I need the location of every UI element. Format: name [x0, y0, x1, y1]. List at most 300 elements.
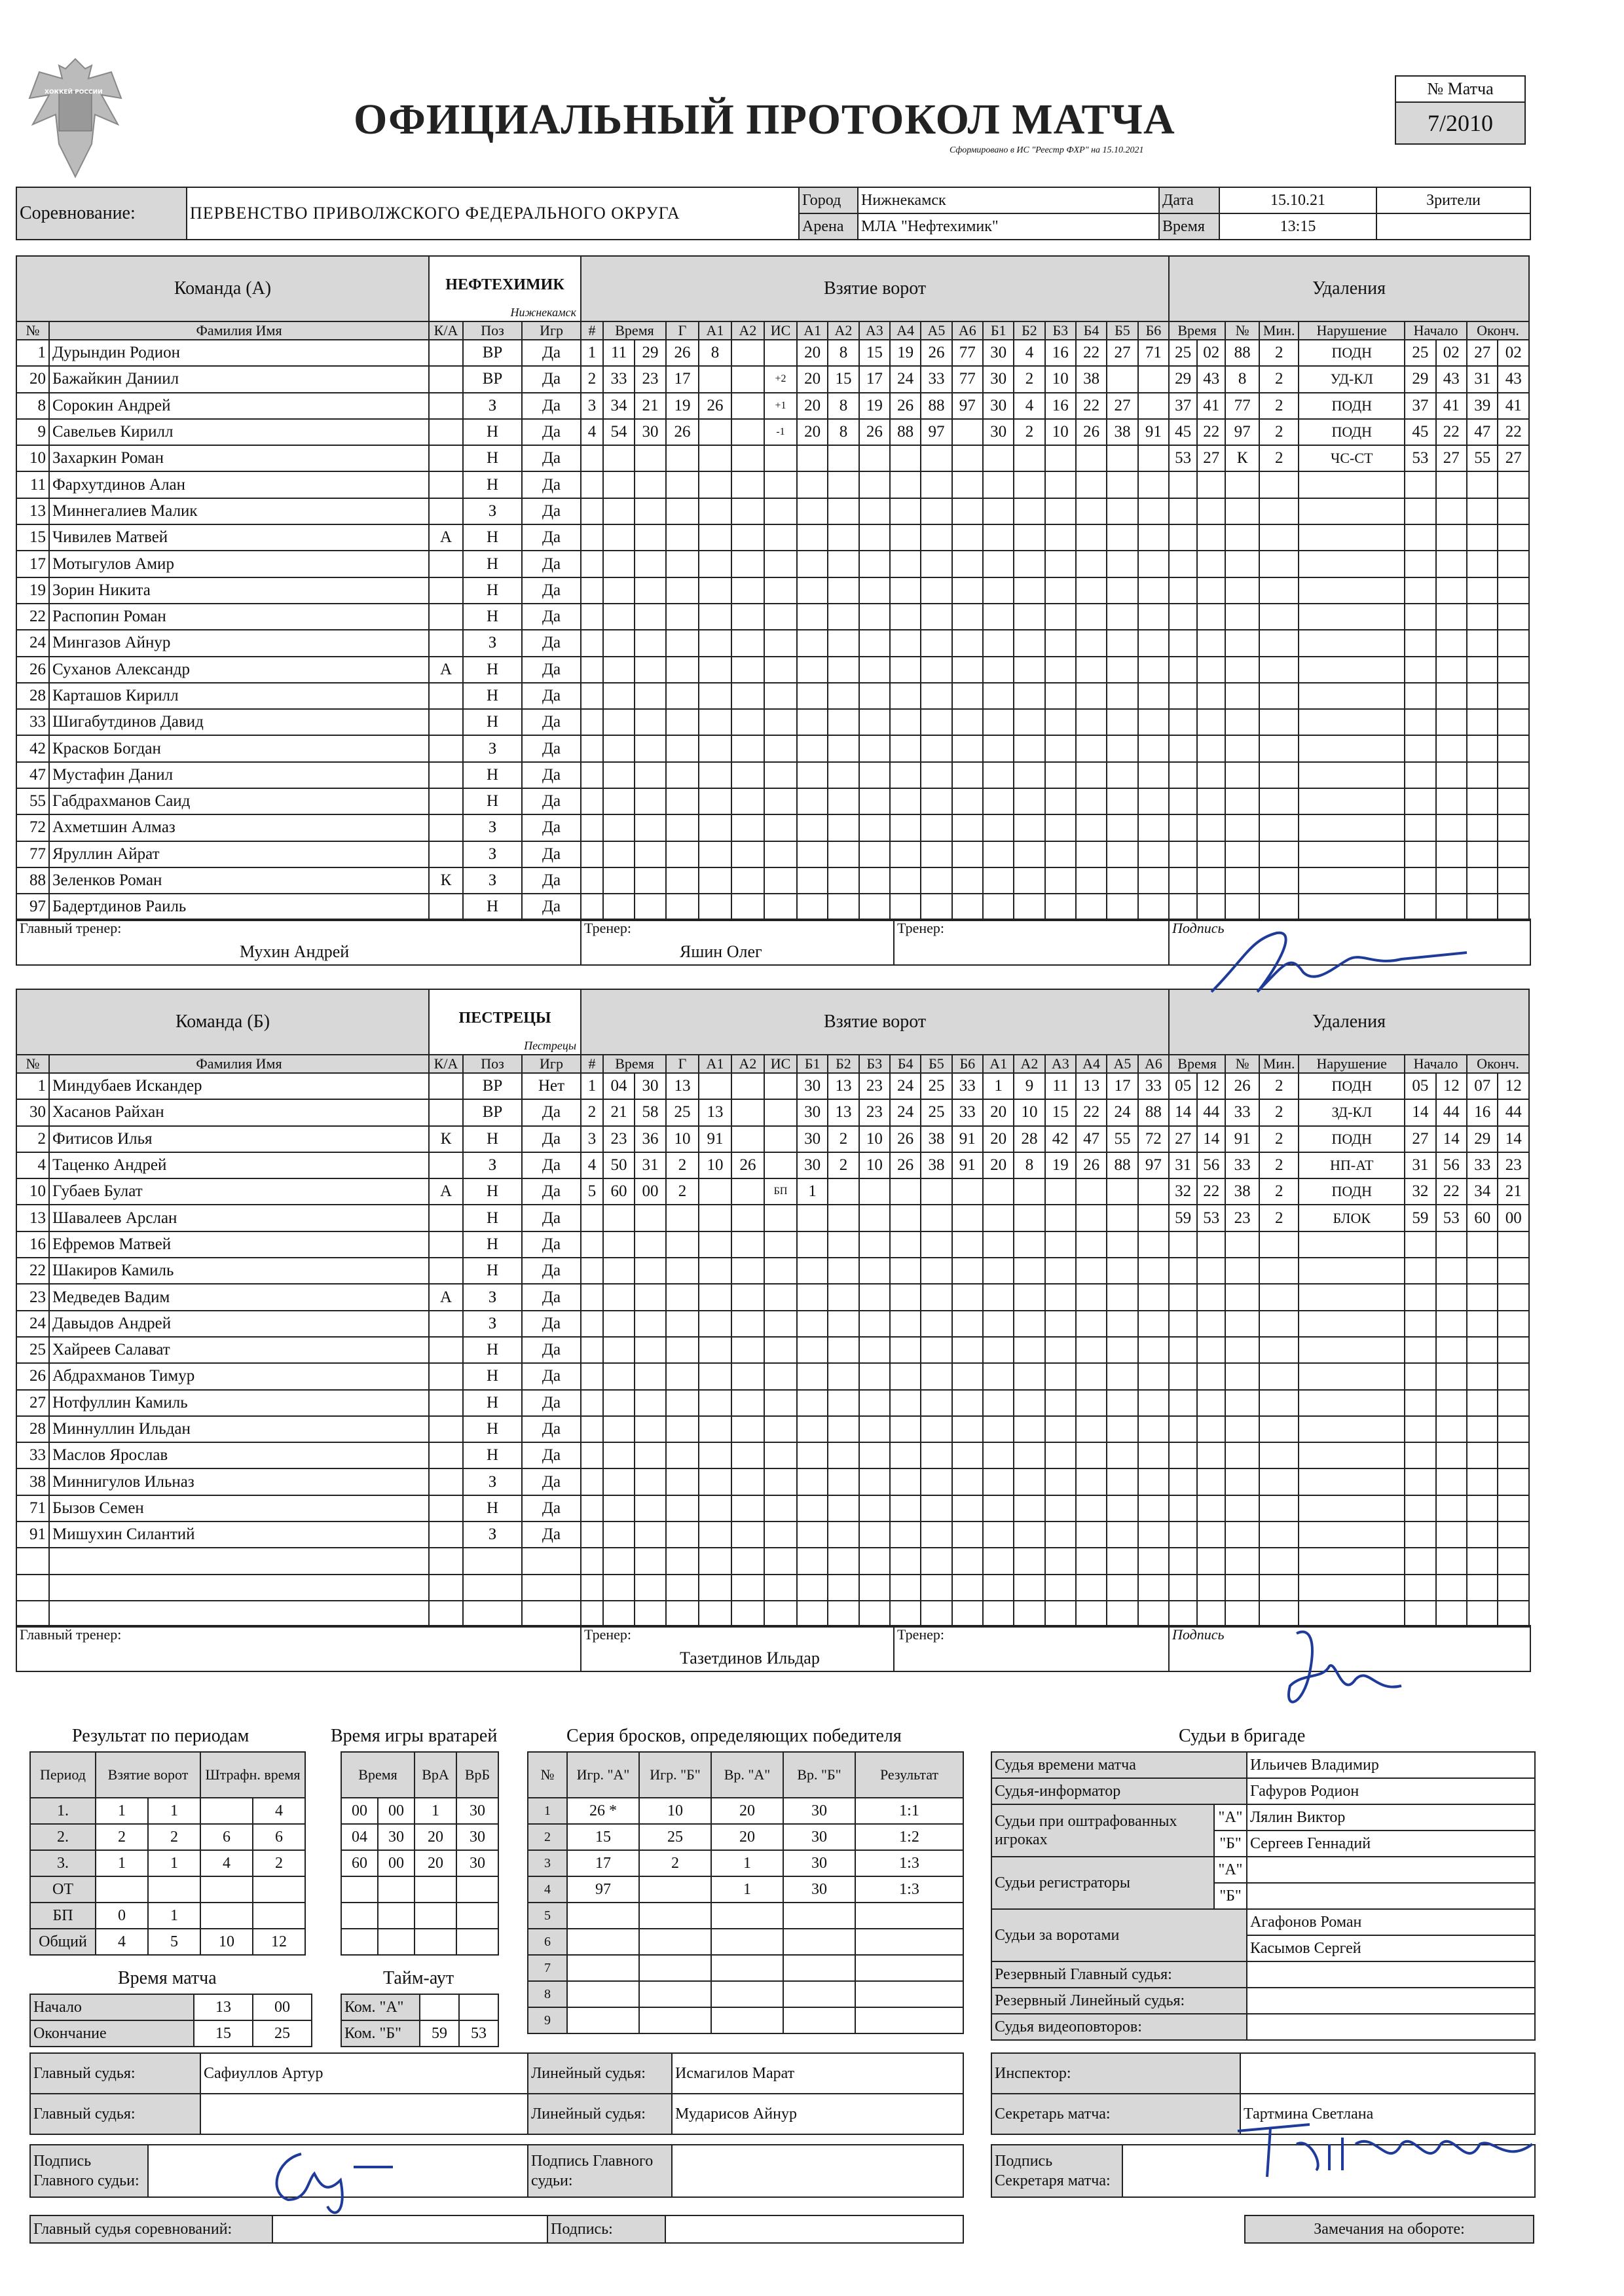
table-row [16, 471, 581, 498]
player-pos: Н [463, 894, 522, 920]
pen-es [1498, 1258, 1529, 1284]
goal-onice [859, 1416, 890, 1442]
goal-onice: 1 [983, 1073, 1014, 1099]
goal-onice [890, 630, 921, 656]
player-no: 9 [16, 419, 49, 445]
pen-no [1225, 1416, 1259, 1442]
goalie-a: 20 [415, 1824, 456, 1850]
goalie-h-time: Время [341, 1752, 415, 1798]
goal-onice [828, 762, 858, 788]
goal-onice [797, 788, 828, 814]
goal-onice [859, 841, 890, 867]
goal-onice: 71 [1138, 340, 1170, 366]
pen-min [1259, 1416, 1299, 1442]
shot-no: 2 [528, 1824, 567, 1850]
player-ka [429, 762, 463, 788]
goal-onice: 16 [1045, 340, 1076, 366]
pen-bs [1436, 1495, 1467, 1522]
goal-onice: 26 [921, 340, 951, 366]
period-pen-a [200, 1903, 253, 1929]
goal-onice [983, 1258, 1014, 1284]
shot-ia [567, 1955, 639, 1981]
player-ka [429, 1258, 463, 1284]
goal-a1 [699, 471, 731, 498]
penalty-row [1169, 788, 1529, 814]
goalie-min: 04 [341, 1824, 378, 1850]
goal-onice [797, 1284, 828, 1310]
goal-onice [1138, 551, 1170, 577]
teamA-pens-title: Удаления [1169, 256, 1529, 321]
goal-sec [635, 604, 666, 630]
penalty-row [1169, 1601, 1529, 1627]
goal-is [764, 577, 797, 604]
pen-bm: 25 [1405, 340, 1435, 366]
pen-viol: НП-АТ [1299, 1152, 1405, 1178]
player-pos: Н [463, 419, 522, 445]
penalty-row [1169, 1126, 1529, 1152]
goal-onice [921, 577, 951, 604]
goal-onice [828, 709, 858, 735]
goal-onice [1076, 1442, 1107, 1468]
goal-a2 [731, 1337, 764, 1363]
goal-onice [1138, 1178, 1170, 1205]
sig-main-field [148, 2145, 528, 2197]
pen-bs [1436, 1575, 1467, 1601]
goal-no [581, 1522, 603, 1548]
goal-sec [635, 1311, 666, 1337]
goal-onice [1014, 814, 1044, 841]
pen-bm [1405, 788, 1435, 814]
goal-onice [1107, 1311, 1137, 1337]
goal-onice [983, 445, 1014, 471]
goal-min [603, 683, 635, 709]
goal-a2 [731, 1601, 764, 1627]
player-name: Савельев Кирилл [49, 419, 429, 445]
goal-onice [952, 1178, 983, 1205]
goal-onice [797, 867, 828, 894]
shot-vb [783, 1981, 855, 2007]
goal-onice [983, 1284, 1014, 1310]
player-no: 4 [16, 1152, 49, 1178]
goal-onice: 8 [828, 419, 858, 445]
table-row [16, 1495, 581, 1522]
goal-onice: 38 [921, 1152, 951, 1178]
goal-no [581, 445, 603, 471]
pen-min [1259, 498, 1299, 524]
goal-onice [952, 709, 983, 735]
matchtime-table [29, 1994, 312, 2047]
pen-viol: ПОДН [1299, 1126, 1405, 1152]
player-ka [429, 894, 463, 920]
goal-row [581, 788, 1169, 814]
goal-onice [828, 1363, 858, 1389]
goal-h-onice: Б4 [1076, 321, 1107, 340]
table-row [16, 1548, 581, 1574]
shot-no: 1 [528, 1798, 567, 1824]
shot-va [711, 1903, 783, 1929]
goal-onice [1107, 894, 1137, 920]
teamB-coach2-cell [894, 1626, 1169, 1671]
player-ka [429, 471, 463, 498]
goal-onice [1045, 1284, 1076, 1310]
arena-label: Арена [799, 213, 858, 240]
signature-table [29, 2144, 964, 2198]
player-igr: Да [522, 1099, 581, 1125]
pen-bs: 22 [1436, 419, 1467, 445]
goal-onice [890, 814, 921, 841]
goal-onice [1045, 1548, 1076, 1574]
teamB-coach1: Тазетдинов Ильдар [680, 1649, 820, 1668]
period-pen-b: 4 [253, 1798, 305, 1824]
goal-onice [1014, 1178, 1044, 1205]
goal-onice [952, 1258, 983, 1284]
teamA-name-cell [429, 256, 581, 321]
goal-a1: 13 [699, 1099, 731, 1125]
player-pos [463, 1601, 522, 1627]
table-row [16, 1152, 581, 1178]
pen-bs: 43 [1436, 366, 1467, 392]
goal-onice: 20 [983, 1152, 1014, 1178]
goal-a2 [731, 735, 764, 761]
goal-onice [1107, 841, 1137, 867]
pen-ts [1197, 498, 1225, 524]
goal-onice [890, 1205, 921, 1231]
pen-viol [1299, 1284, 1405, 1310]
goalie-min [341, 1929, 378, 1955]
pen-no: К [1225, 445, 1259, 471]
player-ka [429, 1337, 463, 1363]
goal-row [581, 657, 1169, 683]
pen-ts [1197, 867, 1225, 894]
goal-no [581, 1495, 603, 1522]
pen-bm: 14 [1405, 1099, 1435, 1125]
goal-row [581, 604, 1169, 630]
player-name: Сорокин Андрей [49, 393, 429, 419]
table-row [16, 1073, 581, 1099]
goal-sec [635, 762, 666, 788]
goal-sec [635, 630, 666, 656]
goal-onice [859, 630, 890, 656]
goal-a2 [731, 1258, 764, 1284]
goal-onice [921, 841, 951, 867]
goal-row [581, 894, 1169, 920]
goal-no [581, 1390, 603, 1416]
teamB-sign-label: Подпись [1172, 1626, 1225, 1643]
goal-onice [1076, 498, 1107, 524]
goal-onice [890, 657, 921, 683]
goal-min [603, 814, 635, 841]
goal-row [581, 340, 1169, 366]
goal-onice: 97 [921, 419, 951, 445]
table-row [16, 393, 581, 419]
player-ka: К [429, 1126, 463, 1152]
penalty-row [1169, 867, 1529, 894]
goal-a1 [699, 1495, 731, 1522]
goal-h-onice: Б3 [1045, 321, 1076, 340]
player-ka [429, 841, 463, 867]
pen-em [1467, 498, 1498, 524]
pen-tm [1169, 630, 1197, 656]
goal-onice [952, 551, 983, 577]
pen-ts [1197, 1522, 1225, 1548]
goal-h-onice: А4 [1076, 1055, 1107, 1073]
main-ref-1-label: Главный судья: [30, 2053, 200, 2094]
goalie-h-vra: ВрА [415, 1752, 456, 1798]
goal-onice [1045, 1442, 1076, 1468]
goal-onice [921, 762, 951, 788]
pen-min [1259, 1258, 1299, 1284]
goal-onice [828, 735, 858, 761]
goal-onice [859, 1468, 890, 1495]
ref-timekeeper: Ильичев Владимир [1247, 1752, 1535, 1778]
goal-no [581, 1468, 603, 1495]
penalty-row [1169, 1495, 1529, 1522]
table-row [16, 1363, 581, 1389]
goal-h-onice: А1 [983, 1055, 1014, 1073]
goal-onice [1076, 551, 1107, 577]
pen-tm [1169, 1258, 1197, 1284]
goal-scorer [666, 814, 699, 841]
pen-min [1259, 1284, 1299, 1310]
goal-onice [1138, 1416, 1170, 1442]
goal-onice [1014, 1522, 1044, 1548]
page-title: ОФИЦИАЛЬНЫЙ ПРОТОКОЛ МАТЧА [354, 96, 1175, 143]
goal-onice [1045, 1495, 1076, 1522]
teamA-sign-cell [1169, 919, 1530, 965]
goal-onice [859, 1442, 890, 1468]
pen-em [1467, 1390, 1498, 1416]
goal-onice [1014, 841, 1044, 867]
goalie-row [341, 1798, 498, 1824]
player-ka [429, 735, 463, 761]
pen-h-no: № [1225, 321, 1259, 340]
pen-viol [1299, 841, 1405, 867]
player-name: Бажайкин Даниил [49, 366, 429, 392]
goal-no: 1 [581, 1073, 603, 1099]
player-igr: Да [522, 498, 581, 524]
goal-onice [828, 788, 858, 814]
pen-bm [1405, 683, 1435, 709]
player-igr: Да [522, 366, 581, 392]
goal-sec: 30 [635, 1073, 666, 1099]
player-igr: Да [522, 1258, 581, 1284]
goal-onice [890, 894, 921, 920]
player-igr [522, 1575, 581, 1601]
goal-onice [1014, 1442, 1044, 1468]
pen-min [1259, 1231, 1299, 1258]
goal-onice: 88 [890, 419, 921, 445]
shot-ia: 26 * [567, 1798, 639, 1824]
goal-onice [1045, 630, 1076, 656]
penalty-row [1169, 709, 1529, 735]
goal-onice: 4 [1014, 393, 1044, 419]
goal-is [764, 604, 797, 630]
pen-es [1498, 657, 1529, 683]
pen-em [1467, 1311, 1498, 1337]
goal-onice [828, 1522, 858, 1548]
goal-min: 50 [603, 1152, 635, 1178]
goal-onice [1076, 788, 1107, 814]
pen-es [1498, 894, 1529, 920]
pen-bm [1405, 841, 1435, 867]
goal-onice [983, 1442, 1014, 1468]
goal-a2 [731, 445, 764, 471]
pen-viol [1299, 1416, 1405, 1442]
player-pos: Н [463, 709, 522, 735]
goal-onice [983, 577, 1014, 604]
goal-onice: 88 [1107, 1152, 1137, 1178]
goal-onice [983, 735, 1014, 761]
goal-onice [983, 657, 1014, 683]
pen-h-min: Мин. [1259, 1055, 1299, 1073]
pen-tm: 14 [1169, 1099, 1197, 1125]
pen-tm: 27 [1169, 1126, 1197, 1152]
pen-ts [1197, 709, 1225, 735]
teamA-head-coach-label: Главный тренер: [20, 919, 122, 936]
goal-scorer [666, 1601, 699, 1627]
pen-ts [1197, 524, 1225, 551]
goal-onice: 77 [952, 340, 983, 366]
pen-em: 47 [1467, 419, 1498, 445]
pen-es [1498, 683, 1529, 709]
pen-bs [1436, 867, 1467, 894]
player-ka [429, 1442, 463, 1468]
goal-onice [1138, 867, 1170, 894]
goal-onice [1107, 1337, 1137, 1363]
goal-is [764, 894, 797, 920]
goal-row [581, 366, 1169, 392]
goal-a1 [699, 709, 731, 735]
pen-ts [1197, 604, 1225, 630]
pen-em [1467, 788, 1498, 814]
penalty-row [1169, 419, 1529, 445]
goal-onice [797, 894, 828, 920]
goalie-min [341, 1903, 378, 1929]
period-row [30, 1798, 305, 1824]
goal-onice [859, 894, 890, 920]
secretary-value: Тартмина Светлана [1240, 2094, 1535, 2134]
goal-onice [859, 1178, 890, 1205]
goal-is [764, 1073, 797, 1099]
pen-es: 44 [1498, 1099, 1529, 1125]
chief-sig-label: Подпись: [547, 2215, 665, 2243]
shot-vb: 30 [783, 1850, 855, 1876]
goal-min [603, 630, 635, 656]
goal-min [603, 1548, 635, 1574]
goal-onice [1076, 1258, 1107, 1284]
goal-scorer [666, 1416, 699, 1442]
pen-ts: 14 [1197, 1126, 1225, 1152]
goal-onice [1107, 867, 1137, 894]
goal-onice [890, 788, 921, 814]
goalie-row [341, 1876, 498, 1903]
pen-no [1225, 1548, 1259, 1574]
pen-no [1225, 1468, 1259, 1495]
player-ka [429, 393, 463, 419]
penalty-row [1169, 1468, 1529, 1495]
player-no [16, 1548, 49, 1574]
goal-h-no: # [581, 1055, 603, 1073]
pen-ts [1197, 1442, 1225, 1468]
goal-a1 [699, 551, 731, 577]
goal-onice [890, 604, 921, 630]
goal-onice [828, 867, 858, 894]
goal-onice [859, 1363, 890, 1389]
goal-onice [1107, 1258, 1137, 1284]
goal-min [603, 841, 635, 867]
goal-h-onice: Б2 [1014, 321, 1044, 340]
pen-tm: 25 [1169, 340, 1197, 366]
player-no: 71 [16, 1495, 49, 1522]
goal-onice [890, 1284, 921, 1310]
goal-onice [797, 1390, 828, 1416]
goal-no [581, 735, 603, 761]
player-ka [429, 1073, 463, 1099]
player-ka [429, 445, 463, 471]
pen-h-time: Время [1169, 321, 1225, 340]
arena-value: МЛА "Нефтехимик" [858, 213, 1159, 240]
shot-res: 1:3 [855, 1876, 963, 1903]
goal-onice [952, 1337, 983, 1363]
goal-onice: 15 [1045, 1099, 1076, 1125]
periods-table [29, 1751, 306, 1956]
pen-viol [1299, 709, 1405, 735]
goal-onice [1014, 657, 1044, 683]
goal-onice [1107, 1231, 1137, 1258]
goal-onice [1014, 683, 1044, 709]
table-row [16, 1284, 581, 1310]
penalty-row [1169, 1311, 1529, 1337]
goal-h-a1: А1 [699, 1055, 731, 1073]
goal-onice [1045, 1601, 1076, 1627]
pen-ts: 43 [1197, 366, 1225, 392]
goal-onice [921, 1231, 951, 1258]
player-name: Ефремов Матвей [49, 1231, 429, 1258]
pen-min [1259, 1363, 1299, 1389]
goal-onice [1045, 683, 1076, 709]
goal-min: 60 [603, 1178, 635, 1205]
goal-onice [828, 1178, 858, 1205]
goal-onice [1014, 1205, 1044, 1231]
goal-onice [1076, 524, 1107, 551]
goal-no [581, 1311, 603, 1337]
pen-no [1225, 867, 1259, 894]
pen-es: 43 [1498, 366, 1529, 392]
time-label: Время [1159, 213, 1219, 240]
goal-a1 [699, 1416, 731, 1442]
goal-onice [1107, 1284, 1137, 1310]
pen-h-min: Мин. [1259, 321, 1299, 340]
goal-h-onice: А5 [921, 321, 951, 340]
goal-onice [921, 1390, 951, 1416]
goal-min [603, 1390, 635, 1416]
player-no: 47 [16, 762, 49, 788]
goalie-sec [378, 1929, 415, 1955]
shootout-row [528, 1955, 963, 1981]
player-no: 55 [16, 788, 49, 814]
goal-onice [1076, 630, 1107, 656]
goal-h-onice: Б1 [983, 321, 1014, 340]
goal-onice [1076, 1231, 1107, 1258]
goal-onice [890, 735, 921, 761]
player-igr: Да [522, 524, 581, 551]
goal-onice [828, 1258, 858, 1284]
player-igr: Да [522, 1416, 581, 1442]
player-ka [429, 340, 463, 366]
ref-video [1247, 2014, 1535, 2040]
goal-onice [890, 1468, 921, 1495]
goal-onice [921, 1601, 951, 1627]
